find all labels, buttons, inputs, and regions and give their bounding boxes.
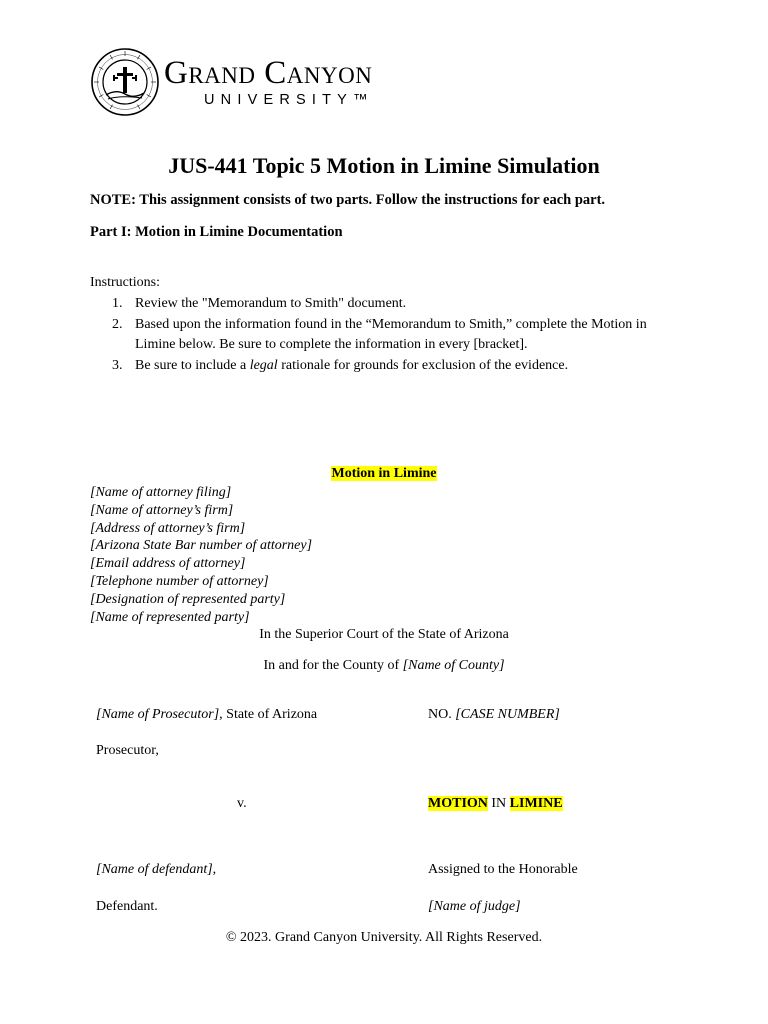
item-text: Based upon the information found in the “Memorandum to Smith,” complete the Motion in Limine below. Be sure to complete the information in every [bracket]. <box>135 316 647 352</box>
bracket-line: [Name of attorney’s firm] <box>90 502 234 518</box>
bracket-line: [Designation of represented party] <box>90 591 286 607</box>
bracket-line: [Email address of attorney] <box>90 556 246 572</box>
prosecutor-label: Prosecutor, <box>96 743 159 758</box>
county-line <box>0 658 768 674</box>
bracket-line: [Telephone number of attorney] <box>90 573 269 589</box>
item-text-before: Be sure to include a <box>135 357 250 373</box>
motion-heading-text: Motion in Limine <box>331 466 437 481</box>
defendant-bracket: [Name of defendant] <box>96 862 213 877</box>
bracket-line: [Name of represented party] <box>90 609 250 625</box>
list-item <box>90 356 690 377</box>
case-prefix: NO. <box>428 707 456 722</box>
versus: v. <box>237 796 247 811</box>
item-number: 3. <box>112 357 123 373</box>
defendant-label: Defendant. <box>96 899 158 914</box>
attorney-info-block <box>90 484 312 626</box>
judge-bracket: [Name of judge] <box>428 899 521 914</box>
item-text-emphasis: legal <box>249 357 278 373</box>
county-bracket: [Name of County] <box>402 658 505 673</box>
limine-word: LIMINE <box>509 796 563 811</box>
in-word: IN <box>487 796 510 811</box>
bracket-line: [Arizona State Bar number of attorney] <box>90 538 313 554</box>
case-number-line <box>428 707 560 723</box>
bracket-line: [Address of attorney’s firm] <box>90 520 246 536</box>
defendant-line <box>96 862 216 878</box>
county-prefix: In and for the County of <box>263 658 403 673</box>
wordmark <box>164 56 374 108</box>
wordmark-subtitle: UNIVERSITY™ <box>204 92 374 108</box>
motion-word: MOTION <box>428 796 488 811</box>
item-text: Review the "Memorandum to Smith" document. <box>135 296 407 311</box>
assignment-note: NOTE: This assignment consists of two parts. Follow the instructions for each part. <box>90 192 606 208</box>
list-item <box>90 294 690 315</box>
wordmark-name: Grand Canyon <box>164 55 373 91</box>
defendant-suffix: , <box>212 862 217 877</box>
court-line: In the Superior Court of the State of Arizona <box>259 627 509 642</box>
prosecutor-line <box>96 707 317 723</box>
motion-heading <box>0 466 768 482</box>
part-heading: Part I: Motion in Limine Documentation <box>90 224 343 240</box>
item-number: 1. <box>112 296 123 311</box>
item-number: 2. <box>112 316 123 332</box>
case-bracket: [CASE NUMBER] <box>455 707 560 722</box>
copyright-footer: © 2023. Grand Canyon University. All Rights Reserved. <box>225 930 543 945</box>
prosecutor-suffix: , State of Arizona <box>219 707 318 722</box>
item-text-after: rationale for grounds for exclusion of the evidence. <box>277 357 569 373</box>
prosecutor-bracket: [Name of Prosecutor] <box>96 707 220 722</box>
instructions-label: Instructions: <box>90 275 160 290</box>
instructions-list <box>90 294 690 376</box>
page-title: JUS-441 Topic 5 Motion in Limine Simulation <box>168 153 600 178</box>
motion-title <box>428 796 563 812</box>
gcu-logo <box>90 46 374 118</box>
list-item <box>90 315 690 356</box>
university-seal-icon <box>90 47 160 117</box>
assigned-line: Assigned to the Honorable <box>428 862 578 877</box>
bracket-line: [Name of attorney filing] <box>90 485 232 500</box>
